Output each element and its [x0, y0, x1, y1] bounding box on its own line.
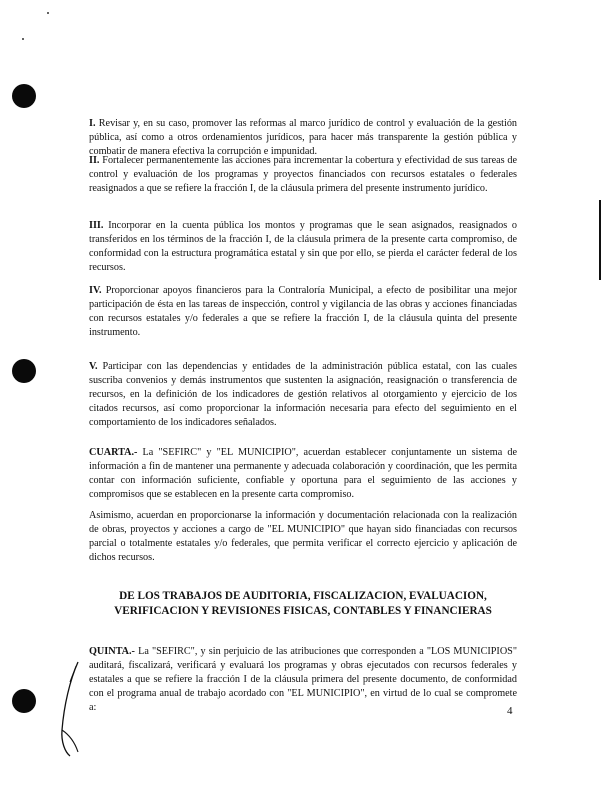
punch-hole [12, 689, 36, 713]
paragraph-v: V. Participar con las dependencias y entidades de la administración pública estatal, con las cuales suscriba convenios y demás instrumentos que sustenten la asignación, reasignación o transferencia de recursos, en la definición de los indicadores de gestión relativos al otorgamiento y ejercicio de los citados recursos, así como proporcionar la información necesaria para efecto del seguimiento en el comportamiento de los indicadores señalados. [89, 361, 517, 428]
scan-edge-line [599, 200, 601, 280]
scan-speck [22, 38, 24, 40]
paragraph-i: I. Revisar y, en su caso, promover las reformas al marco jurídico de control y evaluación de la gestión pública, así como a otros ordenamientos jurídicos, para hacer más transparente la gestión pública y combatir de manera efectiva la corrupción e impunidad. [89, 118, 518, 157]
punch-hole [12, 84, 36, 108]
scan-speck [47, 12, 49, 14]
paragraph-ii: II. Fortalecer permanentemente las acciones para incrementar la cobertura y efectividad de sus tareas de control y evaluación de los programas y proyectos financiados con recursos estatales o federales reasignados a que se refiere la fracción I, de la cláusula primera del presente instrumento jurídico. [89, 155, 517, 194]
paragraph-iv: IV. Proporcionar apoyos financieros para la Contraloría Municipal, a efecto de posibilitar una mejor participación de ésta en las tareas de inspección, control y vigilancia de las obras y acciones financiadas con recursos estatales y/o federales a que se refiere la fracción I, de la cláusula quinta del presente instrumento. [89, 285, 517, 338]
page-number: 4 [507, 705, 513, 717]
clause-quinta: QUINTA.- La "SEFIRC", y sin perjuicio de las atribuciones que corresponden a "LOS MUNICIPIOS" auditará, fiscalizará, verificará y evaluará los programas y obras ejecutados con recursos federales y estatales a que se refiere la fracción I de la cláusula primera del presente documento, de conformidad con el programa anual de trabajo acordado con "EL MUNICIPIO", en virtud de lo cual se compromete a: [89, 646, 518, 713]
section-heading-line: DE LOS TRABAJOS DE AUDITORIA, FISCALIZACION, EVALUACION, [119, 590, 487, 602]
section-heading [89, 589, 517, 619]
section-heading-line: VERIFICACION Y REVISIONES FISICAS, CONTABLES Y FINANCIERAS [114, 605, 492, 617]
paragraph-iii: III. Incorporar en la cuenta pública los montos y programas que le sean asignados, reasignados o transferidos en los términos de la fracción I, de la cláusula primera de la presente carta compromiso, de conformidad con la estructura programática estatal y sin que por ello, se pierda el carácter federal de los recursos. [89, 220, 517, 273]
punch-hole [12, 359, 36, 383]
clause-cuarta-continuation: Asimismo, acuerdan en proporcionarse la información y documentación relacionada con la realización de obras, proyectos y acciones a cargo de "EL MUNICIPIO" que hayan sido financiadas con recursos parcial o totalmente estatales y/o federales, que permita verificar el correcto ejercicio y aplicación de dichos recursos. [89, 510, 517, 563]
clause-cuarta: CUARTA.- La "SEFIRC" y "EL MUNICIPIO", acuerdan establecer conjuntamente un sistema de información a fin de mantener una permanente y adecuada colaboración y coordinación, que les permita contar con información suficiente, confiable y oportuna para el seguimiento de las acciones y compromisos que se establecen en la presente carta compromiso. [89, 447, 517, 500]
handwritten-signature-mark [56, 660, 86, 760]
